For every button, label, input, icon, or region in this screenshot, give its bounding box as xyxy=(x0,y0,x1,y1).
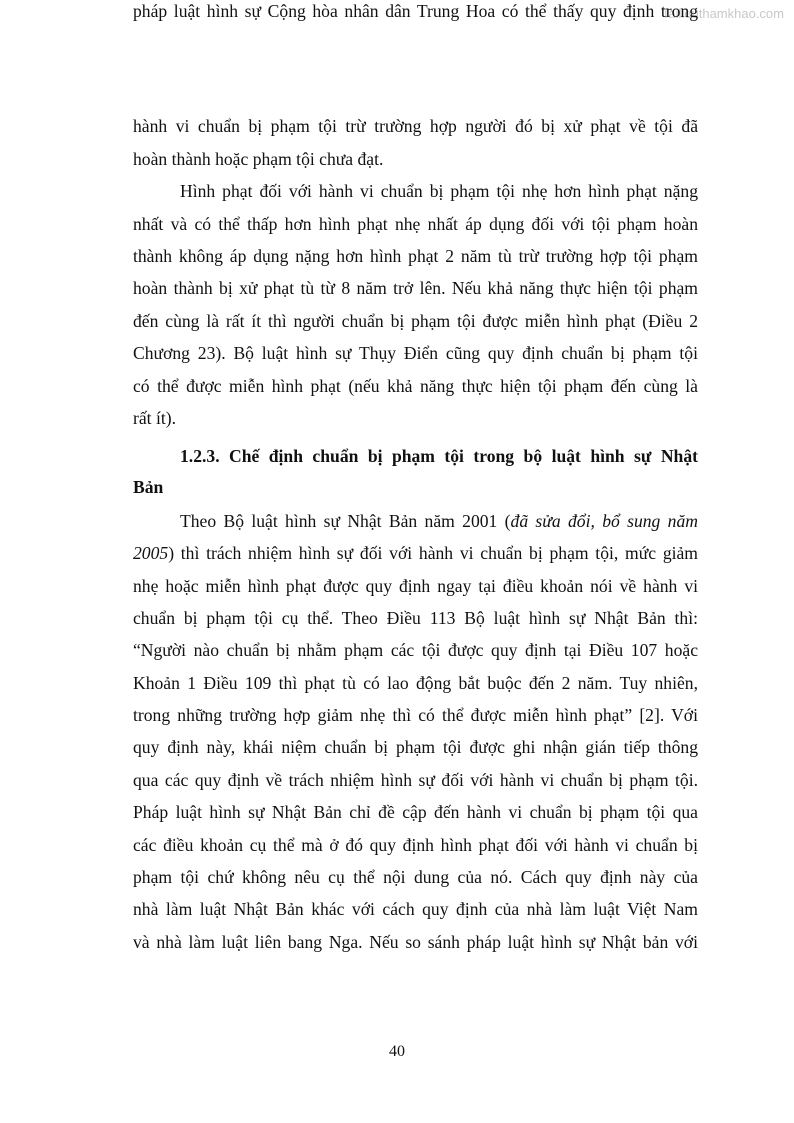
text-run: phạm tội chứ không nêu cụ thể nội dung của nó. Cách quy định này của xyxy=(133,867,698,887)
text-run: các điều khoản cụ thể mà ở đó quy định hình phạt đối với hành vi chuẩn bị xyxy=(133,835,698,855)
text-line xyxy=(133,769,698,791)
watermark: Tailieuthamkhao.com xyxy=(661,6,784,21)
text-run: hành vi chuẩn bị phạm tội trừ trường hợp người đó bị xử phạt về tội đã xyxy=(133,116,698,136)
text-line xyxy=(133,607,698,629)
text-line xyxy=(133,375,698,397)
text-line xyxy=(133,672,698,694)
text-run: đến cùng là rất ít thì người chuẩn bị phạm tội được miễn hình phạt (Điều 2 xyxy=(133,311,698,331)
text-line xyxy=(133,931,698,953)
section-heading-line xyxy=(133,476,698,498)
text-line xyxy=(133,639,698,661)
text-line xyxy=(133,0,698,22)
page-number: 40 xyxy=(389,1043,405,1060)
text-line xyxy=(133,245,698,267)
text-line xyxy=(133,277,698,299)
text-run: trong những trường hợp giảm nhẹ thì có thể được miễn hình phạt” [2]. Với xyxy=(133,705,698,725)
text-run: 1.2.3. Chế định chuẩn bị phạm tội trong bộ luật hình sự Nhật xyxy=(180,446,698,466)
text-line xyxy=(133,115,698,137)
text-line xyxy=(133,866,698,888)
text-run: Bản xyxy=(133,477,164,497)
text-run: chuẩn bị phạm tội cụ thể. Theo Điều 113 Bộ luật hình sự Nhật Bản thì: xyxy=(133,608,698,628)
section-heading-line xyxy=(133,445,698,467)
text-run: Khoản 1 Điều 109 thì phạt tù có lao động bắt buộc đến 2 năm. Tuy nhiên, xyxy=(133,673,698,693)
text-line xyxy=(133,834,698,856)
text-run: rất ít). xyxy=(133,408,176,428)
text-line xyxy=(133,575,698,597)
text-run: Pháp luật hình sự Nhật Bản chỉ đề cập đến hành vi chuẩn bị phạm tội qua xyxy=(133,802,698,822)
text-line xyxy=(133,213,698,235)
text-line xyxy=(133,148,698,170)
italic-text: đã sửa đổi, bổ sung năm xyxy=(510,511,698,531)
text-run: qua các quy định về trách nhiệm hình sự đối với hành vi chuẩn bị phạm tội. xyxy=(133,770,698,790)
text-line xyxy=(133,736,698,758)
text-line xyxy=(133,898,698,920)
text-run: thành không áp dụng nặng hơn hình phạt 2 năm tù trừ trường hợp tội phạm xyxy=(133,246,698,266)
text-run: Theo Bộ luật hình sự Nhật Bản năm 2001 ( xyxy=(180,511,511,531)
text-line xyxy=(133,310,698,332)
text-line xyxy=(133,407,698,429)
italic-text: 2005 xyxy=(133,543,169,563)
text-line xyxy=(133,704,698,726)
text-run: Chương 23). Bộ luật hình sự Thụy Điển cũng quy định chuẩn bị phạm tội xyxy=(133,343,698,363)
text-run: “Người nào chuẩn bị nhằm phạm các tội được quy định tại Điều 107 hoặc xyxy=(133,640,698,660)
text-line xyxy=(133,342,698,364)
text-run: nhà làm luật Nhật Bản khác với cách quy định của nhà làm luật Việt Nam xyxy=(133,899,698,919)
text-line xyxy=(133,180,698,202)
text-run: hoàn thành hoặc phạm tội chưa đạt. xyxy=(133,149,384,169)
text-run: có thể được miễn hình phạt (nếu khả năng thực hiện tội phạm đến cùng là xyxy=(133,376,698,396)
text-run: nhất và có thể thấp hơn hình phạt nhẹ nhất áp dụng đối với tội phạm hoàn xyxy=(133,214,698,234)
text-run: và nhà làm luật liên bang Nga. Nếu so sánh pháp luật hình sự Nhật bản với xyxy=(133,932,698,952)
text-run: ) thì trách nhiệm hình sự đối với hành vi chuẩn bị phạm tội, mức giảm xyxy=(168,543,698,563)
text-line xyxy=(133,801,698,823)
text-run: hoàn thành bị xử phạt tù từ 8 năm trở lên. Nếu khả năng thực hiện tội phạm xyxy=(133,278,698,298)
text-run: nhẹ hoặc miễn hình phạt được quy định ngay tại điều khoản nói về hành vi xyxy=(133,576,698,596)
text-run: Hình phạt đối với hành vi chuẩn bị phạm tội nhẹ hơn hình phạt nặng xyxy=(180,181,698,201)
text-line xyxy=(133,542,698,564)
text-run: quy định này, khái niệm chuẩn bị phạm tội được ghi nhận gián tiếp thông xyxy=(133,737,698,757)
text-line xyxy=(133,510,698,532)
text-run: pháp luật hình sự Cộng hòa nhân dân Trung Hoa có thể thấy quy định trong xyxy=(133,1,698,21)
